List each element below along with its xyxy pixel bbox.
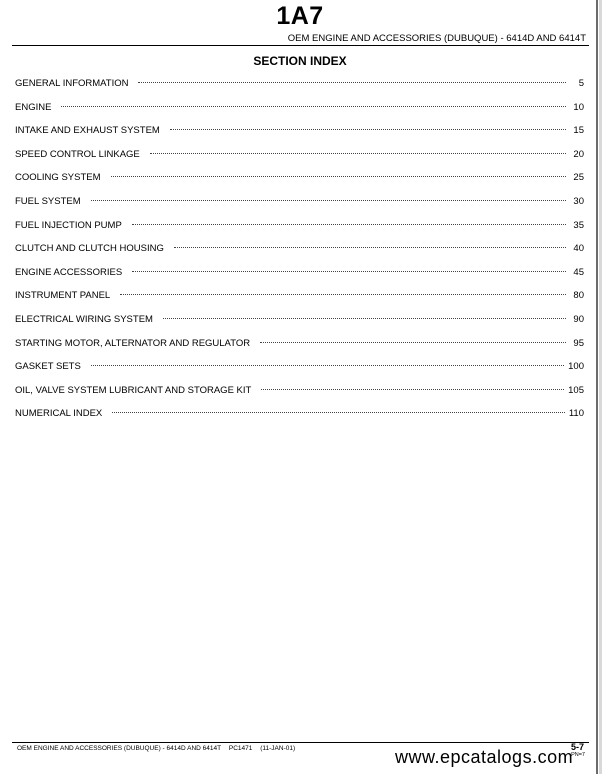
toc-entry-page[interactable]: 10 bbox=[573, 101, 584, 113]
toc-dot-leader bbox=[111, 176, 566, 177]
toc-entry[interactable] bbox=[15, 243, 584, 267]
toc-dot-leader bbox=[170, 129, 566, 130]
toc-dot-leader bbox=[132, 271, 566, 272]
toc-entry-label[interactable]: ENGINE ACCESSORIES bbox=[15, 266, 123, 278]
toc-entry-page[interactable]: 90 bbox=[573, 313, 584, 325]
footer-info bbox=[17, 745, 301, 752]
footer-catalog: PC1471 bbox=[228, 745, 253, 752]
toc-entry-label[interactable]: INSTRUMENT PANEL bbox=[15, 290, 111, 302]
toc-entry[interactable] bbox=[15, 314, 584, 338]
toc-dot-leader bbox=[138, 82, 566, 83]
toc-dot-leader bbox=[163, 318, 566, 319]
toc-entry[interactable] bbox=[15, 78, 584, 102]
toc-entry-label[interactable]: SPEED CONTROL LINKAGE bbox=[15, 148, 140, 160]
toc-entry[interactable] bbox=[15, 408, 584, 432]
toc-entry[interactable] bbox=[15, 338, 584, 362]
toc-entry-label[interactable]: INTAKE AND EXHAUST SYSTEM bbox=[15, 125, 160, 137]
toc-entry-page[interactable]: 20 bbox=[573, 148, 584, 160]
toc-entry[interactable] bbox=[15, 220, 584, 244]
page-number: 5-7 bbox=[570, 742, 584, 752]
footer-doc-name: OEM ENGINE AND ACCESSORIES (DUBUQUE) - 6414D AND 6414T bbox=[17, 745, 222, 752]
page-code: PN=7 bbox=[571, 752, 585, 758]
toc-dot-leader bbox=[261, 389, 564, 390]
toc-dot-leader bbox=[120, 294, 566, 295]
toc-dot-leader bbox=[112, 412, 565, 413]
toc-entry-page[interactable]: 5 bbox=[578, 78, 584, 89]
toc-entry-label[interactable]: FUEL SYSTEM bbox=[15, 195, 81, 207]
toc-entry-page[interactable]: 95 bbox=[573, 337, 584, 349]
footer-divider bbox=[12, 742, 589, 743]
toc-dot-leader bbox=[260, 342, 566, 343]
toc-entry[interactable] bbox=[15, 102, 584, 126]
toc-entry[interactable] bbox=[15, 385, 584, 409]
toc-entry-page[interactable]: 25 bbox=[573, 172, 584, 184]
toc-entry-label[interactable]: CLUTCH AND CLUTCH HOUSING bbox=[15, 243, 164, 255]
watermark-link[interactable]: www.epcatalogs.com bbox=[395, 747, 574, 767]
toc-entry-page[interactable]: 80 bbox=[573, 290, 584, 302]
toc-entry-label[interactable]: COOLING SYSTEM bbox=[15, 172, 101, 184]
page-title: SECTION INDEX bbox=[253, 54, 347, 68]
toc-entry-label[interactable]: ENGINE bbox=[15, 101, 52, 113]
toc-entry[interactable] bbox=[15, 172, 584, 196]
toc-entry-label[interactable]: NUMERICAL INDEX bbox=[15, 408, 103, 420]
section-code-title: 1A7 bbox=[276, 2, 324, 30]
toc-entry[interactable] bbox=[15, 290, 584, 314]
toc-entry[interactable] bbox=[15, 267, 584, 291]
toc-entry-page[interactable]: 100 bbox=[568, 361, 584, 373]
toc-dot-leader bbox=[91, 365, 564, 366]
toc-dot-leader bbox=[174, 247, 566, 248]
section-index-list bbox=[15, 78, 584, 432]
toc-entry-page[interactable]: 30 bbox=[573, 195, 584, 207]
toc-entry[interactable] bbox=[15, 196, 584, 220]
header-divider bbox=[12, 45, 589, 46]
toc-entry-page[interactable]: 45 bbox=[573, 266, 584, 278]
toc-entry-label[interactable]: FUEL INJECTION PUMP bbox=[15, 219, 122, 231]
toc-dot-leader bbox=[150, 153, 566, 154]
page-edge bbox=[596, 0, 598, 774]
toc-entry-page[interactable]: 40 bbox=[573, 243, 584, 255]
toc-entry-page[interactable]: 105 bbox=[568, 384, 584, 396]
toc-entry-page[interactable]: 15 bbox=[573, 125, 584, 137]
toc-entry-label[interactable]: ELECTRICAL WIRING SYSTEM bbox=[15, 313, 153, 325]
toc-entry[interactable] bbox=[15, 149, 584, 173]
toc-dot-leader bbox=[61, 106, 566, 107]
toc-dot-leader bbox=[91, 200, 566, 201]
toc-entry-page[interactable]: 35 bbox=[573, 219, 584, 231]
toc-entry-page[interactable]: 110 bbox=[568, 408, 584, 420]
document-subtitle: OEM ENGINE AND ACCESSORIES (DUBUQUE) - 6414D AND 6414T bbox=[287, 33, 586, 44]
toc-dot-leader bbox=[132, 224, 566, 225]
footer-date: (11-JAN-01) bbox=[260, 745, 296, 752]
toc-entry[interactable] bbox=[15, 361, 584, 385]
toc-entry-label[interactable]: OIL, VALVE SYSTEM LUBRICANT AND STORAGE KIT bbox=[15, 384, 252, 396]
toc-entry[interactable] bbox=[15, 125, 584, 149]
toc-entry-label[interactable]: GASKET SETS bbox=[15, 361, 81, 373]
toc-entry-label[interactable]: STARTING MOTOR, ALTERNATOR AND REGULATOR bbox=[15, 337, 251, 349]
toc-entry-label[interactable]: GENERAL INFORMATION bbox=[15, 78, 129, 89]
